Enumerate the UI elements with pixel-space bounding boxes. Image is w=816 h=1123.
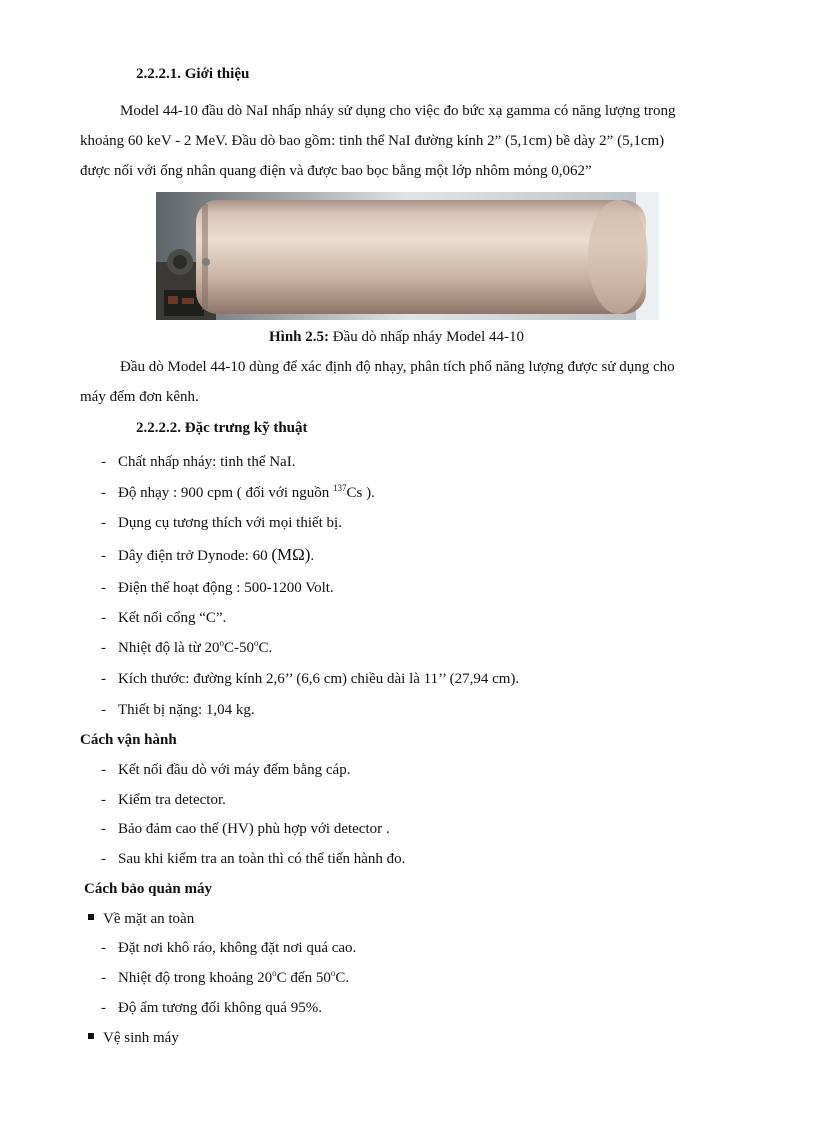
maintenance-item: - Nhiệt độ trong khoảng 20$^o$C đến 50$^o$C. [101,968,350,986]
maintenance-bullet: Vệ sinh máy [88,1030,179,1047]
spec-item: - Kết nối cổng “C”. [101,610,227,626]
intro-line-3: được nối với ống nhân quang điện và được bao bọc bằng một lớp nhôm mỏng 0,062” [80,163,592,179]
maintenance-bullet: Về mặt an toàn [88,911,194,928]
detector-illustration [156,192,659,320]
section-heading-specs: 2.2.2.2. Đặc trưng kỹ thuật [136,420,308,436]
spec-item: - Dụng cụ tương thích với mọi thiết bị. [101,515,342,531]
spec-item: - Chất nhấp nháy: tinh thể NaI. [101,454,296,470]
figure-caption [269,329,524,346]
figure-caption-label: Hình 2.5: [269,329,330,345]
maintenance-item: - Đặt nơi khô ráo, không đặt nơi quá cao. [101,940,357,956]
spec-item: - Thiết bị nặng: 1,04 kg. [101,702,255,718]
operation-item: - Kết nối đầu dò với máy đếm bằng cáp. [101,762,351,778]
square-bullet-icon [88,1033,94,1039]
operation-item: - Bảo đảm cao thế (HV) phù hợp với detector . [101,821,390,837]
maintenance-heading: Cách bảo quản máy [84,881,212,897]
section-heading-intro: 2.2.2.1. Giới thiệu [136,66,250,82]
square-bullet-icon [88,914,94,920]
intro-line-1: Model 44-10 đầu dò NaI nhấp nháy sử dụng cho việc đo bức xạ gamma có năng lượng trong [120,103,676,119]
spec-item: - Dây điện trở Dynode: 60 (MΩ). [101,545,315,564]
operation-item: - Sau khi kiểm tra an toàn thì có thể tiến hành đo. [101,851,406,867]
intro-line-2: khoảng 60 keV - 2 MeV. Đầu dò bao gồm: tinh thể NaI đường kính 2” (5,1cm) bề dày 2” (5,1cm) [80,133,665,149]
spec-item: - Điện thế hoạt động : 500-1200 Volt. [101,580,334,596]
para2-line-2: máy đếm đơn kênh. [80,389,199,405]
para2-line-1: Đầu dò Model 44-10 dùng để xác định độ nhạy, phân tích phổ năng lượng được sử dụng cho [120,359,675,375]
detector-photo [156,192,659,320]
operation-heading: Cách vận hành [80,732,177,748]
maintenance-item: - Độ ẩm tương đối không quá 95%. [101,1000,322,1016]
figure-caption-text: Đầu dò nhấp nháy Model 44-10 [329,329,524,345]
operation-item: - Kiểm tra detector. [101,792,226,808]
spec-item: - Độ nhạy : 900 cpm ( đối với nguồn $^{137}$Cs ). [101,483,375,501]
spec-item: - Nhiệt độ là từ 20$^o$C-50$^o$C. [101,638,273,656]
spec-item: - Kích thước: đường kính 2,6’’ (6,6 cm) chiều dài là 11’’ (27,94 cm). [101,671,520,687]
